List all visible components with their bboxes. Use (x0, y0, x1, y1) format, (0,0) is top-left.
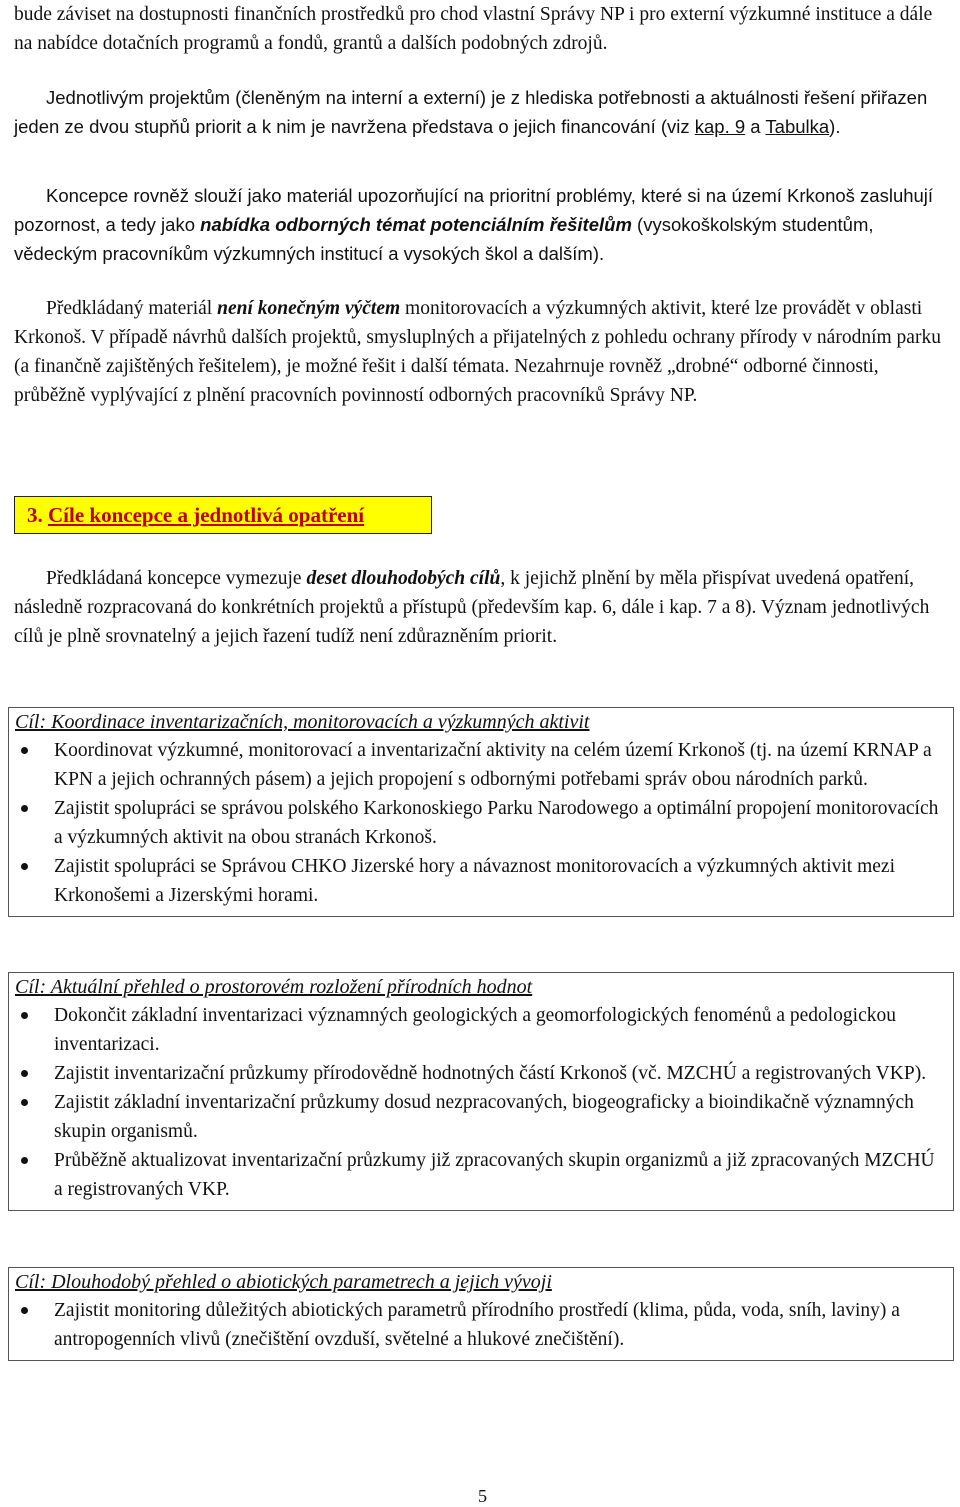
paragraph-ten-goals (14, 564, 948, 651)
bullet-icon (21, 1012, 28, 1019)
goal-box-abiotic (8, 1267, 954, 1361)
bullet-icon (21, 1157, 28, 1164)
paragraph-material-text-end: monitorovacích a výzkumných aktivit, které lze provádět v oblasti Krkonoš. V případě návrhů dalších projektů, smysluplných a přijatelných z pohledu ochrany přírody v národním parku (a finančně zajištěných řešitelem), je možné řešit i další témata. Nezahrnuje rovněž „drobné“ odborné činnosti, průběžně vyplývající z plnění pracovních povinností odborných pracovníků Správy NP. (14, 298, 941, 406)
section-title: Cíle koncepce a jednotlivá opatření (48, 503, 365, 527)
list-item (15, 1146, 947, 1204)
paragraph-concept-offer (14, 181, 948, 268)
emphasis-ten-goals: deset dlouhodobých cílů (306, 568, 501, 589)
list-item-text: Zajistit základní inventarizační průzkumy dosud nezpracovaných, biogeograficky a bioindikačně významných skupin organismů. (54, 1092, 914, 1142)
emphasis-topics-offer: nabídka odborných témat potenciálním řešitelům (200, 214, 632, 235)
paragraph-goals-text: Předkládaná koncepce vymezuje (46, 568, 307, 589)
paragraph-projects-text: Jednotlivým projektům (členěným na interní a externí) je z hlediska potřebnosti a aktuálnosti řešení přiřazen jeden ze dvou stupňů priorit a k nim je navržena představa o jejich financování (viz (14, 87, 928, 137)
goal-box-natural-values (8, 972, 954, 1211)
bullet-icon (21, 863, 28, 870)
paragraph-material-text: Předkládaný materiál (46, 298, 218, 319)
list-item-text: Zajistit spolupráci se Správou CHKO Jizerské hory a návaznost monitorovacích a výzkumných aktivit mezi Krkonošemi a Jizerskými horami. (54, 856, 895, 906)
goal-title: Cíl: Aktuální přehled o prostorovém rozložení přírodních hodnot (15, 976, 533, 998)
link-table[interactable]: Tabulka (765, 116, 830, 137)
paragraph-funding: bude záviset na dostupnosti finančních prostředků pro chod vlastní Správy NP i pro externí výzkumné instituce a dále na nabídce dotačních programů a fondů, grantů a dalších podobných zdrojů. (14, 4, 933, 54)
goal-title: Cíl: Dlouhodobý přehled o abiotických parametrech a jejich vývoji (15, 1271, 552, 1293)
section-number: 3. (27, 503, 43, 527)
emphasis-not-final: není konečným výčtem (217, 298, 401, 319)
list-item (15, 852, 947, 910)
bullet-icon (21, 747, 28, 754)
paragraph-not-final-list (14, 294, 948, 410)
paragraph-projects-priority (14, 83, 948, 141)
list-item (15, 794, 947, 852)
bullet-icon (21, 1307, 28, 1314)
paragraph-concept-text: Koncepce rovněž slouží jako materiál upozorňující na prioritní problémy, které si na území Krkonoš zasluhují pozornost, a tedy jako (14, 185, 934, 235)
list-item (15, 1059, 947, 1088)
list-item-text: Zajistit spolupráci se správou polského Karkonoskiego Parku Narodowego a optimální propojení monitorovacích a výzkumných aktivit na obou stranách Krkonoš. (54, 798, 939, 848)
goal-box-coordination (8, 707, 954, 917)
link-chapter-9[interactable]: kap. 9 (694, 116, 746, 137)
paragraph-projects-and: a (745, 116, 766, 137)
bullet-icon (21, 805, 28, 812)
goal-title: Cíl: Koordinace inventarizačních, monitorovacích a výzkumných aktivit (15, 711, 590, 733)
list-item-text: Dokončit základní inventarizaci významných geologických a geomorfologických fenoménů a pedologickou inventarizaci. (54, 1005, 897, 1055)
list-item (15, 1001, 947, 1059)
list-item (15, 1088, 947, 1146)
section-heading-3 (14, 496, 432, 534)
goal-list (15, 736, 947, 910)
list-item-text: Koordinovat výzkumné, monitorovací a inventarizační aktivity na celém území Krkonoš (tj. na území KRNAP a KPN a jejich ochranných pásem) a jejich propojení s odbornými potřebami správ obou národních parků. (54, 740, 932, 790)
paragraph-goals-text-end: , k jejichž plnění by měla přispívat uvedená opatření, následně rozpracovaná do konkrétních projektů a přístupů (především kap. 6, dále i kap. 7 a 8). Význam jednotlivých cílů je plně srovnatelný a jejich řazení tudíž není zdůrazněním priorit. (14, 568, 930, 647)
page-number: 5 (478, 1486, 487, 1506)
list-item-text: Průběžně aktualizovat inventarizační průzkumy již zpracovaných skupin organizmů a již zpracovaných MZCHÚ a registrovaných VKP. (54, 1150, 935, 1200)
list-item-text: Zajistit monitoring důležitých abiotických parametrů přírodního prostředí (klima, půda, voda, sníh, laviny) a antropogenních vlivů (znečištění ovzduší, světelné a hlukové znečištění). (54, 1300, 900, 1350)
list-item (15, 736, 947, 794)
paragraph-concept-text-end: (vysokoškolským studentům, vědeckým pracovníkům výzkumných institucí a vysokých škol a dalším). (14, 214, 874, 264)
list-item-text: Zajistit inventarizační průzkumy přírodovědně hodnotných částí Krkonoš (vč. MZCHÚ a registrovaných VKP). (54, 1063, 927, 1084)
bullet-icon (21, 1099, 28, 1106)
bullet-icon (21, 1070, 28, 1077)
paragraph-projects-end: ). (829, 116, 841, 137)
list-item (15, 1296, 947, 1354)
goal-list (15, 1001, 947, 1204)
goal-list (15, 1296, 947, 1354)
